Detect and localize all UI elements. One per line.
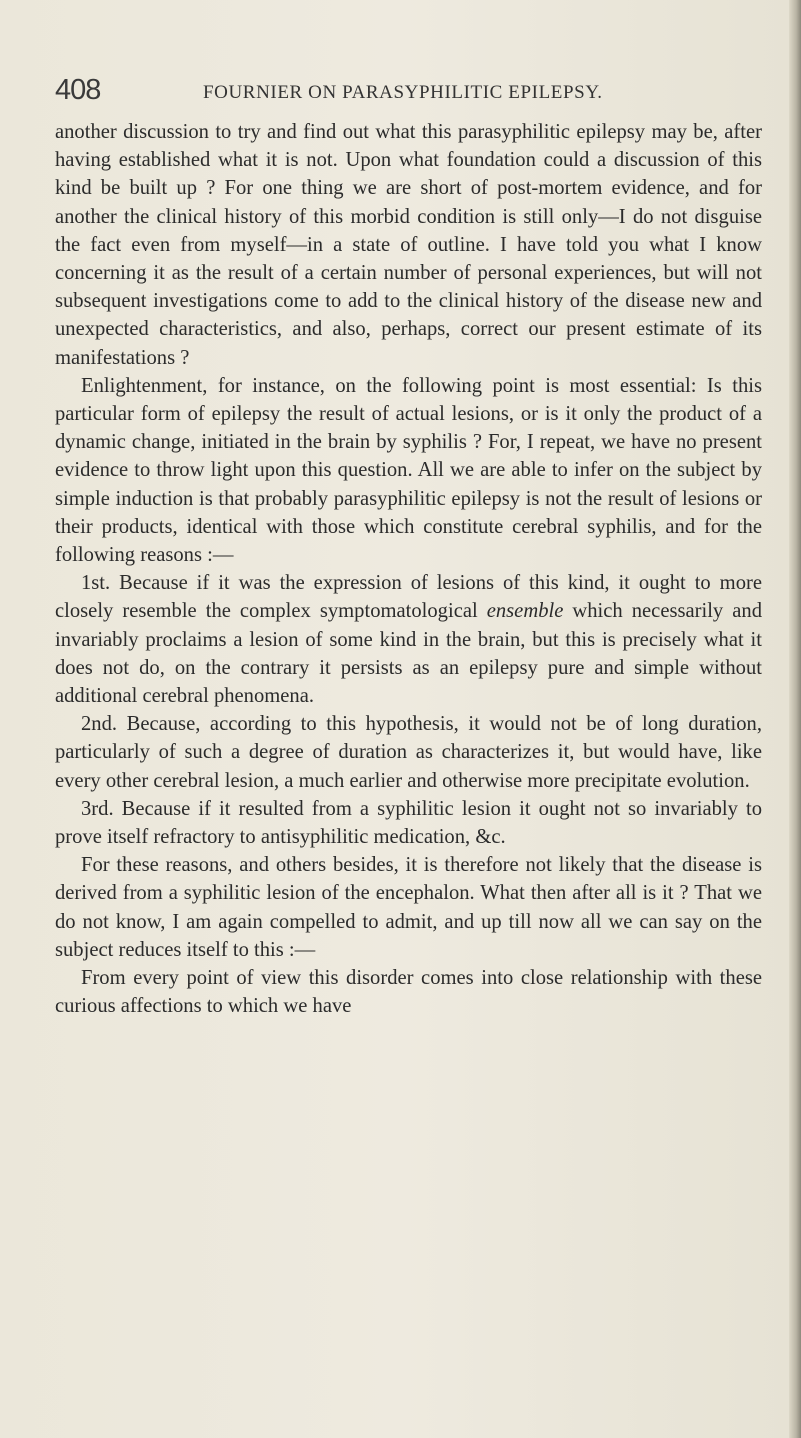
- page-number: 408: [55, 74, 101, 106]
- paragraph-text: which necessarily and invariably proclaims a lesion of some kind in the brain, but this is precisely what it does not do, on the contrary it persists as an epilepsy pure and simple without additional cerebral phenomena.: [55, 600, 762, 708]
- page-header: [55, 74, 745, 110]
- paragraph: another discussion to try and find out what this parasyphilitic epilepsy may be, after having established what it is not. Upon what foundation could a discussion of this kind be built up ? For one thing we are short of post-mortem evidence, and for another the clinical history of this morbid condition is still only—I do not disguise the fact even from myself—in a state of outline. I have told you what I know concerning it as the result of a certain number of personal experiences, but will not subsequent investigations come to add to the clinical history of the disease new and unexpected characteristics, and also, perhaps, correct our present estimate of its manifestations ?: [55, 121, 762, 369]
- italic-term: ensemble: [486, 600, 564, 623]
- running-head: FOURNIER ON PARASYPHILITIC EPILEPSY.: [203, 82, 603, 103]
- paragraph: 3rd. Because if it resulted from a syphilitic lesion it ought not so invariably to prove itself refractory to antisyphilitic medication, &c.: [55, 797, 762, 849]
- paragraph: 2nd. Because, according to this hypothesis, it would not be of long duration, particularly of such a degree of duration as characterizes it, but would have, like every other cerebral lesion, a much earlier and otherwise more precipitate evolution.: [55, 713, 762, 792]
- paragraph: From every point of view this disorder comes into close relationship with these curious affections to which we have: [55, 967, 762, 1018]
- paragraph: For these reasons, and others besides, it is therefore not likely that the disease is derived from a syphilitic lesion of the encephalon. What then after all is it ? That we do not know, I am again compelled to admit, and up till now all we can say on the subject reduces itself to this :—: [55, 854, 762, 961]
- body-text: [55, 118, 762, 1021]
- paragraph: [55, 569, 762, 710]
- paragraph: Enlightenment, for instance, on the following point is most essential: Is this particular form of epilepsy the result of actual lesions, or is it only the product of a dynamic change, initiated in the brain by syphilis ? For, I repeat, we have no present evidence to throw light upon this question. All we are able to infer on the subject by simple induction is that probably parasyphilitic epilepsy is not the result of lesions or their products, identical with those which constitute cerebral syphilis, and for the following reasons :—: [55, 374, 762, 567]
- page-edge-shadow: [789, 0, 801, 1438]
- paragraph-text: 1st. Because if it was the expression of lesions of this kind, it ought to more closely resemble the complex symptomatological: [55, 572, 762, 623]
